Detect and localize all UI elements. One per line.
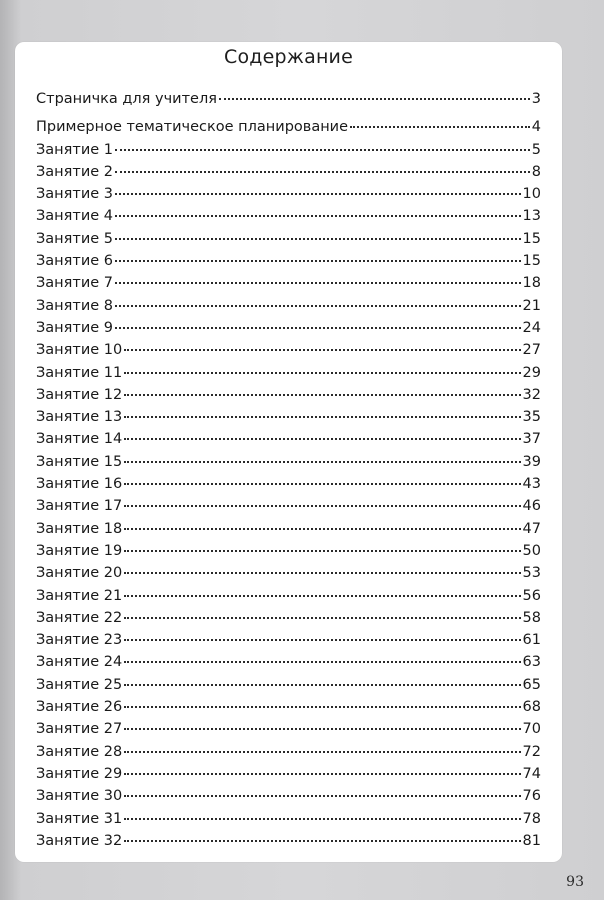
toc-entry-label: Занятие 6 [36,253,114,270]
toc-entry-label: Занятие 22 [36,609,123,626]
toc-entry-label: Страничка для учителя [36,91,217,107]
toc-entry-page: 70 [522,721,541,738]
dot-leader [124,528,520,530]
dot-leader [115,149,530,151]
toc-entry-page: 37 [522,431,541,448]
toc-entry[interactable] [36,540,541,562]
toc-entry-label: Занятие 7 [36,275,114,292]
toc-entry[interactable] [36,830,541,852]
toc-entry[interactable] [36,718,541,740]
toc-entry[interactable] [36,339,541,361]
toc-entry-page: 56 [522,587,541,604]
toc-entry[interactable] [36,651,541,673]
toc-entry[interactable] [36,272,541,294]
toc-entry-label: Примерное тематическое планирование [36,119,349,136]
toc-entry-label: Занятие 18 [36,520,123,537]
dot-leader [124,461,520,463]
dot-leader [115,215,521,217]
toc-entry-page: 72 [522,743,541,760]
table-of-contents [36,88,541,852]
dot-leader [124,505,520,507]
toc-entry-label: Занятие 3 [36,186,114,203]
dot-leader [124,483,520,485]
toc-entry-label: Занятие 29 [36,765,123,782]
toc-entry-label: Занятие 8 [36,297,114,314]
toc-entry-page: 58 [522,609,541,626]
toc-entry[interactable] [36,205,541,227]
toc-entry[interactable] [36,428,541,450]
toc-entry-page: 63 [522,654,541,671]
toc-entry[interactable] [36,473,541,495]
dot-leader [124,840,520,842]
dot-leader [124,349,520,351]
toc-entry[interactable] [36,495,541,517]
toc-entry-page: 32 [522,386,541,403]
toc-entry-page: 81 [522,832,541,849]
toc-entry[interactable] [36,116,541,138]
dot-leader [124,639,520,641]
dot-leader [115,327,521,329]
toc-entry[interactable] [36,295,541,317]
toc-entry-label: Занятие 24 [36,654,123,671]
dot-leader [124,438,520,440]
toc-entry-page: 8 [531,163,541,180]
toc-entry-label: Занятие 21 [36,587,123,604]
toc-entry-page: 13 [522,208,541,225]
toc-entry-label: Занятие 27 [36,721,123,738]
toc-entry-page: 21 [522,297,541,314]
page-number: 93 [566,874,584,890]
toc-entry-label: Занятие 25 [36,676,123,693]
toc-entry-page: 4 [531,119,541,136]
toc-entry-page: 39 [522,453,541,470]
toc-entry-label: Занятие 12 [36,386,123,403]
toc-entry[interactable] [36,696,541,718]
toc-entry[interactable] [36,139,541,161]
toc-entry-label: Занятие 26 [36,699,123,716]
toc-entry-page: 10 [522,186,541,203]
dot-leader [124,706,520,708]
toc-entry-page: 47 [522,520,541,537]
toc-entry-page: 15 [522,230,541,247]
toc-entry[interactable] [36,785,541,807]
dot-leader [219,98,530,100]
toc-entry-page: 18 [522,275,541,292]
dot-leader [124,684,520,686]
toc-entry-page: 53 [522,565,541,582]
dot-leader [124,818,520,820]
dot-leader [124,372,520,374]
page-title: Содержание [224,46,353,68]
toc-entry-label: Занятие 13 [36,409,123,426]
dot-leader [115,260,521,262]
toc-entry[interactable] [36,384,541,406]
toc-entry[interactable] [36,808,541,830]
dot-leader [115,305,521,307]
dot-leader [115,282,521,284]
toc-entry-page: 61 [522,632,541,649]
dot-leader [124,394,520,396]
toc-entry-page: 15 [522,253,541,270]
toc-entry[interactable] [36,741,541,763]
toc-entry-label: Занятие 1 [36,141,114,158]
toc-entry-label: Занятие 10 [36,342,123,359]
toc-entry-label: Занятие 5 [36,230,114,247]
toc-entry-page: 27 [522,342,541,359]
toc-entry[interactable] [36,317,541,339]
toc-entry-page: 50 [522,542,541,559]
toc-entry[interactable] [36,518,541,540]
toc-entry[interactable] [36,562,541,584]
dot-leader [124,795,520,797]
dot-leader [124,595,520,597]
toc-entry-label: Занятие 16 [36,476,123,493]
toc-entry[interactable] [36,763,541,785]
toc-entry[interactable] [36,585,541,607]
toc-entry-page: 74 [522,765,541,782]
toc-entry-page: 68 [522,699,541,716]
toc-entry-label: Занятие 4 [36,208,114,225]
toc-entry-label: Занятие 11 [36,364,123,381]
toc-entry[interactable] [36,406,541,428]
toc-entry-label: Занятие 9 [36,319,114,336]
toc-entry-label: Занятие 31 [36,810,123,827]
toc-entry-page: 29 [522,364,541,381]
dot-leader [124,617,520,619]
toc-entry-label: Занятие 20 [36,565,123,582]
toc-entry-page: 65 [522,676,541,693]
toc-entry-label: Занятие 23 [36,632,123,649]
dot-leader [124,751,520,753]
toc-entry-page: 43 [522,476,541,493]
dot-leader [124,572,520,574]
toc-entry[interactable] [36,451,541,473]
toc-entry[interactable] [36,183,541,205]
toc-entry-page: 3 [531,91,541,107]
toc-entry-label: Занятие 2 [36,163,114,180]
toc-entry-label: Занятие 19 [36,542,123,559]
dot-leader [124,416,520,418]
dot-leader [124,773,520,775]
toc-entry[interactable] [36,607,541,629]
toc-entry[interactable] [36,88,541,110]
toc-entry-label: Занятие 32 [36,832,123,849]
toc-entry-label: Занятие 17 [36,498,123,515]
dot-leader [115,238,521,240]
toc-entry-page: 35 [522,409,541,426]
toc-entry[interactable] [36,629,541,651]
dot-leader [124,550,520,552]
toc-entry[interactable] [36,228,541,250]
toc-entry[interactable] [36,161,541,183]
toc-entry-page: 46 [522,498,541,515]
dot-leader [115,171,530,173]
toc-entry-page: 5 [531,141,541,158]
toc-entry[interactable] [36,674,541,696]
dot-leader [115,193,521,195]
toc-entry-label: Занятие 15 [36,453,123,470]
toc-entry[interactable] [36,362,541,384]
toc-entry[interactable] [36,250,541,272]
toc-entry-label: Занятие 30 [36,788,123,805]
toc-entry-label: Занятие 28 [36,743,123,760]
toc-entry-label: Занятие 14 [36,431,123,448]
dot-leader [350,126,530,128]
dot-leader [124,728,520,730]
toc-entry-page: 78 [522,810,541,827]
toc-entry-page: 76 [522,788,541,805]
dot-leader [124,661,520,663]
toc-entry-page: 24 [522,319,541,336]
